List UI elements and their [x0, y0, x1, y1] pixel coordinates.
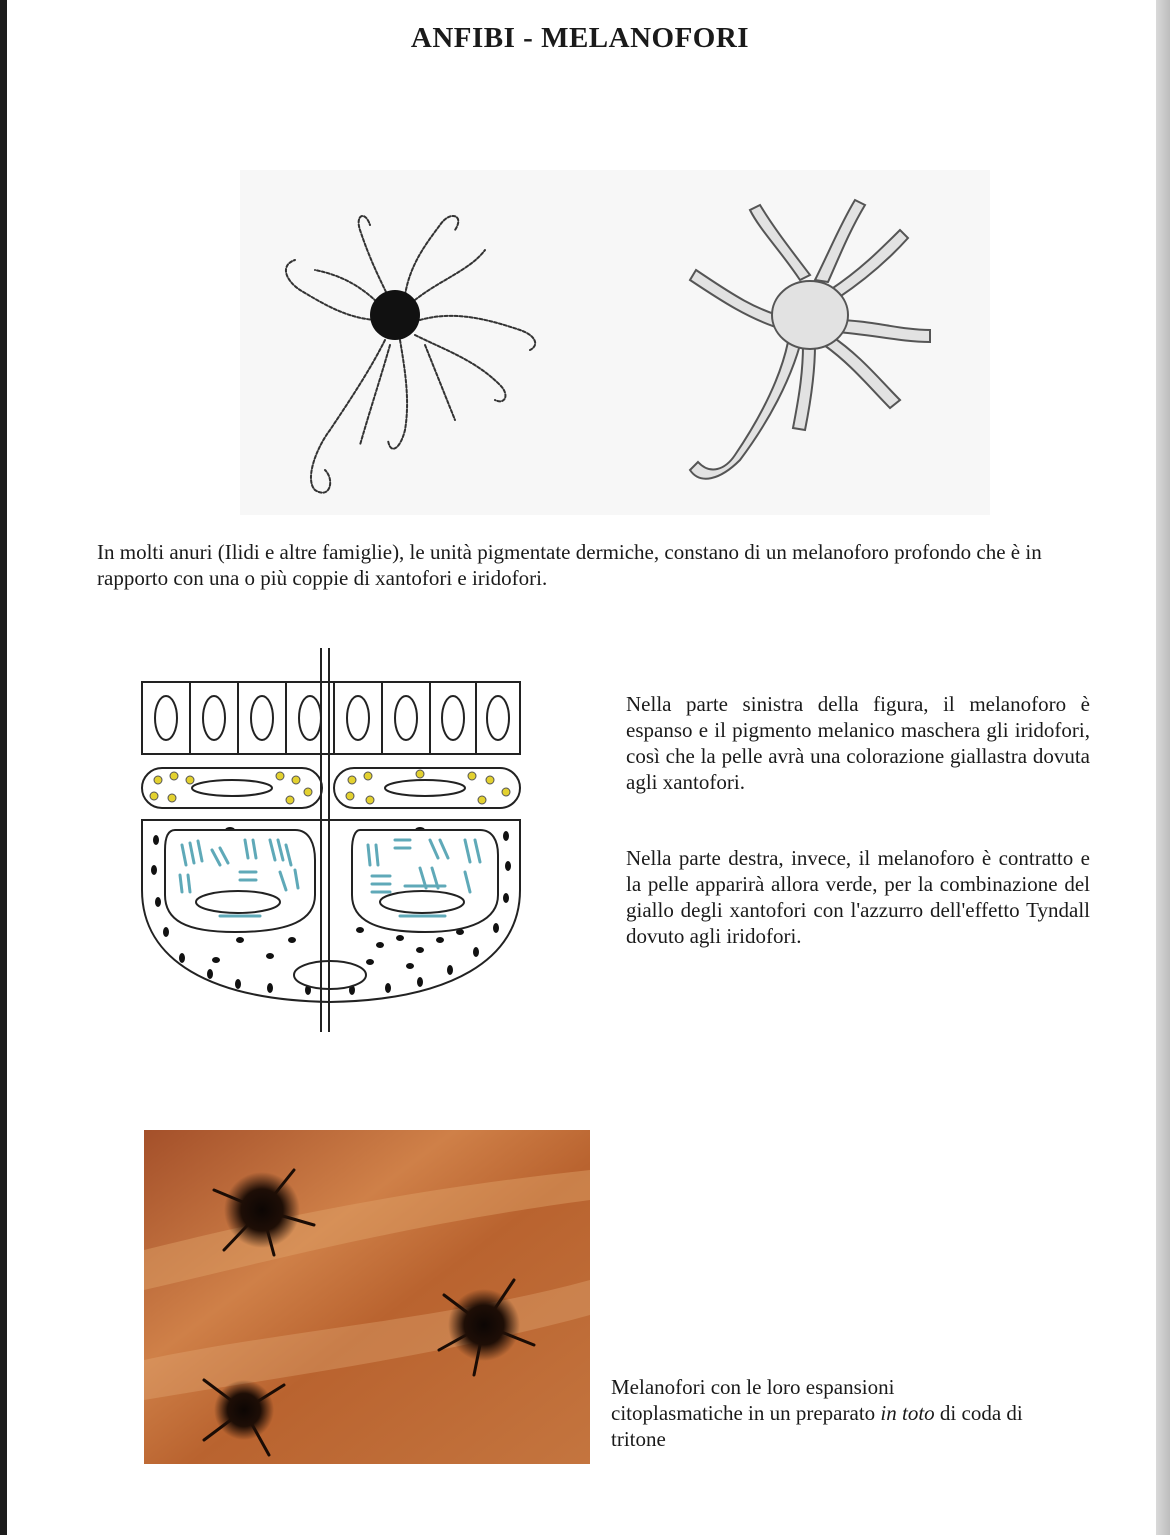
page-right-edge	[1156, 0, 1170, 1535]
caption-text-end: di coda di tritone	[611, 1401, 1023, 1451]
caption-italic: in toto	[880, 1401, 935, 1425]
xanthophore-layer	[142, 768, 520, 808]
photo-caption	[611, 1374, 1031, 1452]
melanophore-photo	[144, 1130, 590, 1464]
caption-text: Melanofori con le loro espansioni citoplasmatiche in un preparato	[611, 1375, 895, 1425]
melanophore-drawings	[240, 170, 990, 515]
page-title: ANFIBI - MELANOFORI	[410, 22, 750, 54]
melanophore-nucleus-icon	[370, 290, 420, 340]
newt-tail-micrograph	[144, 1130, 590, 1464]
intro-paragraph: In molti anuri (Ilidi e altre famiglie), le unità pigmentate dermiche, constano di un melanoforo profondo che è in rapporto con una o più coppie di xantofori e iridofori.	[97, 540, 1042, 590]
chromatophore-unit-diagram	[120, 640, 540, 1035]
left-part-paragraph: Nella parte sinistra della figura, il melanoforo è espanso e il pigmento melanico maschera gli iridofori, così che la pelle avrà una colorazione giallastra dovuta agli xantofori.	[626, 692, 1090, 794]
right-part-paragraph: Nella parte destra, invece, il melanoforo è contratto e la pelle apparirà allora verde, per la combinazione del giallo degli xantofori con l'azzurro dell'effetto Tyndall dovuto agli iridofori.	[626, 846, 1090, 948]
epidermal-cell-row	[142, 682, 520, 754]
page-left-edge	[0, 0, 7, 1535]
